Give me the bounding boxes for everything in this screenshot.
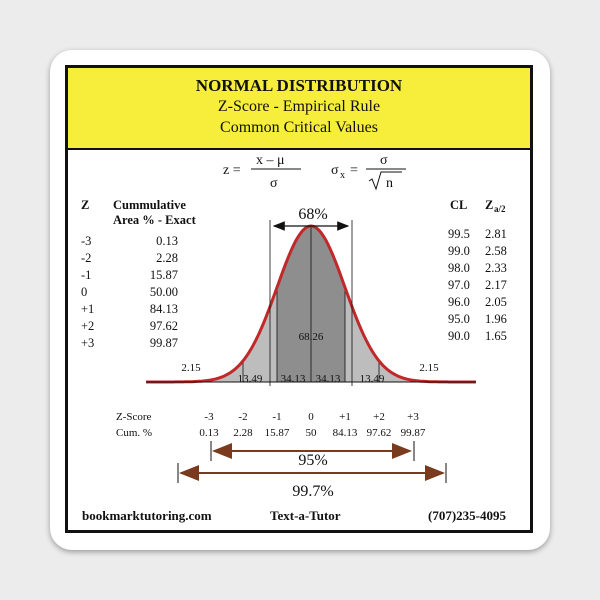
sx-formula-equals: = [350,163,358,178]
center-area-label: 68.26 [298,331,324,343]
z-score-tick: +3 [407,411,419,423]
z-value: 0 [81,285,88,299]
footer-text-a-tutor: Text-a-Tutor [270,508,341,523]
cum-percent-tick: 0.13 [199,427,219,439]
cumulative-area-value: 0.13 [156,234,178,248]
z-value: -2 [81,251,92,265]
cum-percent-axis-label: Cum. % [116,427,153,439]
confidence-level-value: 97.0 [448,278,470,292]
region-area-label: 2.15 [181,362,201,374]
critical-z-value: 2.17 [485,278,507,292]
critical-z-value: 2.33 [485,261,507,275]
critical-z-value: 2.58 [485,244,507,258]
area-header-line1: Cummulative [113,198,186,212]
z-score-tick: -1 [272,411,282,423]
z-value: +2 [81,319,95,333]
footer-website: bookmarktutoring.com [82,508,212,523]
cum-percent-tick: 84.13 [332,427,358,439]
confidence-level-value: 95.0 [448,312,470,326]
z-formula-denominator: σ [270,176,278,191]
subtitle-empirical-rule: Z-Score - Empirical Rule [217,98,381,115]
region-area-label: 13.49 [359,373,385,385]
area-header-line2: Area % - Exact [113,213,196,227]
confidence-level-value: 99.5 [448,227,470,241]
region-area-label: 34.13 [315,373,341,385]
cum-percent-tick: 97.62 [366,427,392,439]
cl-column-header: CL [450,198,468,212]
title: NORMAL DISTRIBUTION [195,76,403,95]
standard-error-formula [331,153,406,191]
region-area-label: 34.13 [280,373,306,385]
footer-phone: (707)235-4095 [428,508,506,523]
subtitle-critical-values: Common Critical Values [220,119,378,136]
z-formula-lhs: z = [223,163,241,178]
sx-formula-numerator: σ [380,153,388,168]
z-formula-numerator: x – μ [256,153,285,168]
confidence-level-value: 99.0 [448,244,470,258]
critical-z-value: 2.05 [485,295,507,309]
region-area-label: 2.15 [419,362,439,374]
z-score-tick: +2 [373,411,385,423]
cum-percent-tick: 15.87 [264,427,290,439]
confidence-level-value: 98.0 [448,261,470,275]
critical-values-table [448,198,507,343]
cumulative-area-value: 99.87 [149,336,178,350]
z-value: -1 [81,268,92,282]
cumulative-area-value: 84.13 [149,302,178,316]
sx-formula-subscript: x [340,170,345,181]
z-score-axis-label: Z-Score [116,411,152,423]
z-column-header: Z [81,198,90,212]
z-alpha-header: Z [485,198,494,212]
z-value: +3 [81,336,95,350]
z-score-tick: 0 [308,411,314,423]
cum-percent-tick: 50 [305,427,317,439]
sx-formula-sigma: σ [331,163,339,178]
confidence-level-value: 90.0 [448,329,470,343]
cum-percent-tick: 2.28 [233,427,253,439]
critical-z-value: 1.96 [485,312,507,326]
cum-percent-tick: 99.87 [400,427,426,439]
cumulative-area-value: 97.62 [149,319,178,333]
z-score-tick: -2 [238,411,248,423]
z-value: -3 [81,234,92,248]
percent-997-label: 99.7% [292,483,334,500]
z-alpha-subscript: a/2 [494,204,506,214]
cumulative-area-value: 15.87 [149,268,178,282]
sx-formula-denominator: n [386,176,393,191]
cumulative-area-table [81,198,197,350]
cumulative-area-value: 2.28 [156,251,178,265]
percent-68-label: 68% [298,206,328,223]
z-score-formula [223,153,301,191]
z-score-tick: -3 [204,411,214,423]
confidence-level-value: 96.0 [448,295,470,309]
critical-z-value: 1.65 [485,329,507,343]
bell-curve [146,226,476,382]
critical-z-value: 2.81 [485,227,507,241]
z-value: +1 [81,302,95,316]
normal-distribution-card [65,65,533,533]
percent-95-label: 95% [298,452,328,469]
z-score-tick: +1 [339,411,351,423]
diagram-canvas [68,68,530,530]
region-area-label: 13.49 [237,373,263,385]
cumulative-area-value: 50.00 [149,285,178,299]
